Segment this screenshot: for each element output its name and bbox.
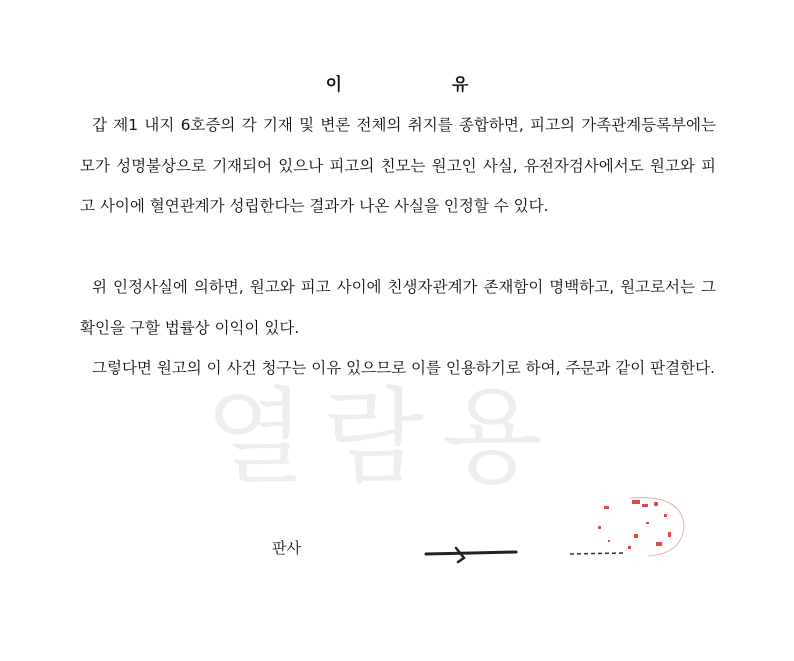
reason-paragraph-1: 갑 제1 내지 6호증의 각 기재 및 변론 전체의 취지를 종합하면, 피고의 가족관계등록부에는 모가 성명불상으로 기재되어 있으나 피고의 친모는 원고인 사실, 유전자검사에서도 원고와 피고 사이에 혈연관계가 성립한다는 결과가 나온 사실을 인정할 수 있다. (80, 116, 716, 215)
judge-signature-and-seal (420, 492, 690, 572)
judge-label: 판사 (272, 539, 301, 557)
judge-seal-stamp (598, 500, 671, 549)
section-title: 이 유 (325, 75, 521, 95)
signature-tail (570, 553, 626, 554)
reason-paragraph-3: 그렇다면 원고의 이 사건 청구는 이유 있으므로 이를 인용하기로 하여, 주문과 같이 판결한다. (92, 359, 715, 377)
signature-stroke (426, 552, 516, 554)
seal-outline (630, 498, 684, 556)
signature-hook (456, 548, 464, 562)
reason-paragraph-2: 위 인정사실에 의하면, 원고와 피고 사이에 친생자관계가 존재함이 명백하고, 원고로서는 그 확인을 구할 법률상 이익이 있다. (80, 278, 716, 337)
watermark-text: 열람용 (205, 376, 561, 498)
